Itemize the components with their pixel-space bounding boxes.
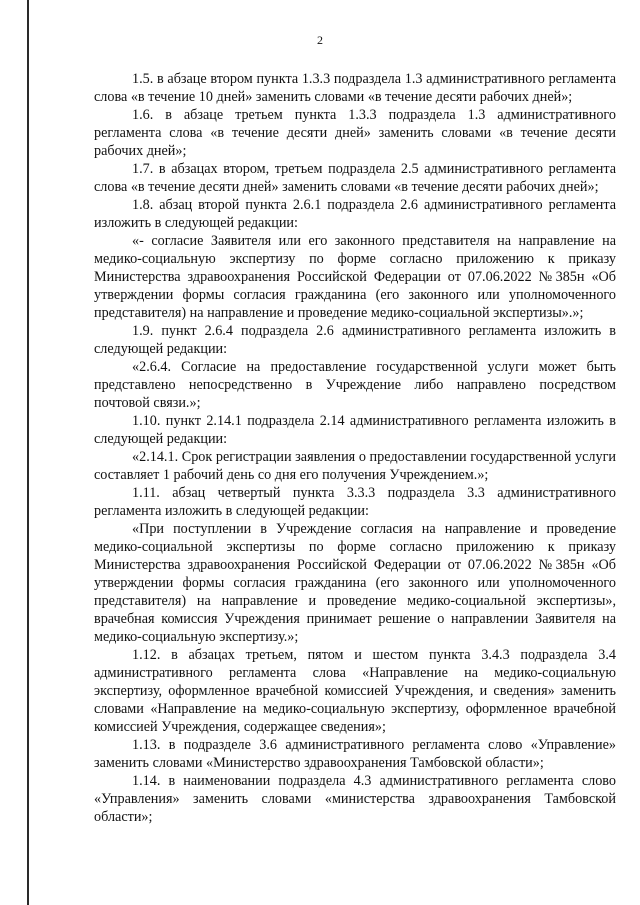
paragraph-1-5: 1.5. в абзаце втором пункта 1.3.3 подраздела 1.3 административного регламента слова «в течение 10 дней» заменить словами «в течение десяти рабочих дней»; bbox=[94, 71, 616, 105]
paragraph-1-8: 1.8. абзац второй пункта 2.6.1 подраздела 2.6 административного регламента изложить в следующей редакции: bbox=[94, 197, 616, 231]
paragraph-1-10-quote: «2.14.1. Срок регистрации заявления о предоставлении государственной услуги составляет 1 рабочий день со дня его получения Учреждением.»; bbox=[94, 449, 616, 483]
scan-edge-line bbox=[27, 0, 29, 905]
paragraph-1-13: 1.13. в подразделе 3.6 административного регламента слово «Управление» заменить словами «Министерство здравоохранения Тамбовской области»; bbox=[94, 737, 616, 771]
paragraph-1-10: 1.10. пункт 2.14.1 подраздела 2.14 административного регламента изложить в следующей редакции: bbox=[94, 413, 616, 447]
paragraph-1-14: 1.14. в наименовании подраздела 4.3 административного регламента слово «Управления» заменить словами «министерства здравоохранения Тамбовской области»; bbox=[94, 773, 616, 825]
paragraph-1-7: 1.7. в абзацах втором, третьем подраздела 2.5 административного регламента слова «в течение десяти дней» заменить словами «в течение десяти рабочих дней»; bbox=[94, 161, 616, 195]
paragraph-1-11: 1.11. абзац четвертый пункта 3.3.3 подраздела 3.3 административного регламента изложить в следующей редакции: bbox=[94, 485, 616, 519]
page-number: 2 bbox=[317, 33, 323, 47]
paragraph-1-9-quote: «2.6.4. Согласие на предоставление государственной услуги может быть представлено непосредственно в Учреждение либо направлено посредством почтовой связи.»; bbox=[94, 359, 616, 411]
paragraph-1-9: 1.9. пункт 2.6.4 подраздела 2.6 административного регламента изложить в следующей редакции: bbox=[94, 323, 616, 357]
paragraph-1-8-quote: «- согласие Заявителя или его законного представителя на направление на медико-социальную экспертизу по форме согласно приложению к приказу Министерства здравоохранения Российской Федерации от 07.06.2022 №385н «Об утверждении формы согласия гражданина (его законного или уполномоченного представителя) на направление и проведение медико-социальной экспертизы».»; bbox=[94, 233, 616, 321]
paragraph-1-12: 1.12. в абзацах третьем, пятом и шестом пункта 3.4.3 подраздела 3.4 административного регламента слова «Направление на медико-социальную экспертизу, оформленное врачебной комиссией Учреждения, и сведения» заменить словами «Направление на медико-социальную экспертизу, оформленное врачебной комиссией Учреждения, содержащее сведения»; bbox=[94, 647, 616, 735]
paragraph-1-11-quote: «При поступлении в Учреждение согласия на направление и проведение медико-социальной экспертизы по форме согласно приложению к приказу Министерства здравоохранения Российской Федерации от 07.06.2022 №385н «Об утверждении формы согласия гражданина (его законного или уполномоченного представителя) на направление и проведение медико-социальной экспертизы», врачебная комиссия Учреждения принимает решение о направлении Заявителя на медико-социальную экспертизу.»; bbox=[94, 521, 616, 645]
paragraph-1-6: 1.6. в абзаце третьем пункта 1.3.3 подраздела 1.3 административного регламента слова «в течение десяти дней» заменить словами «в течение десяти рабочих дней»; bbox=[94, 107, 616, 159]
document-body bbox=[94, 70, 616, 826]
